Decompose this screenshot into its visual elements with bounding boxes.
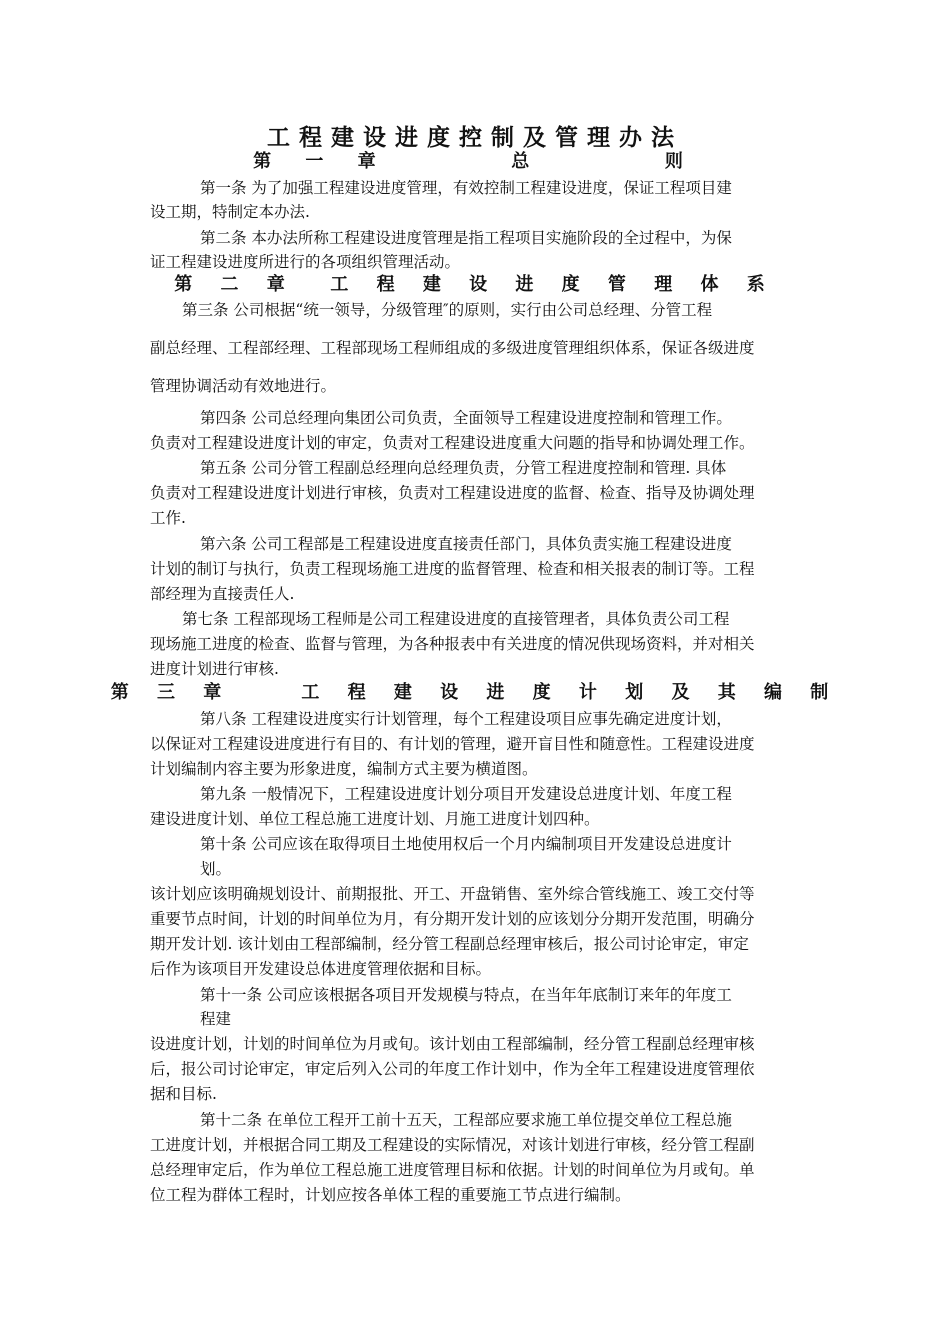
text-line: 工进度计划，并根据合同工期及工程建设的实际情况，对该计划进行审核，经分管工程副 [150,1136,755,1154]
text-line: 程建 [200,1010,232,1028]
text-line: 工作. [150,509,186,527]
text-line: 第十一条 公司应该根据各项目开发规模与特点，在当年年底制订来年的年度工 [200,986,732,1004]
text-line: 设进度计划，计划的时间单位为月或旬。该计划由工程部编制，经分管工程副总经理审核 [150,1035,755,1053]
text-line: 证工程建设进度所进行的各项组织管理活动。 [150,253,461,271]
text-line: 第十二条 在单位工程开工前十五天，工程部应要求施工单位提交单位工程总施 [200,1111,732,1129]
chapter-heading: 第 二 章 工 程 建 设 进 度 管 理 体 系 [174,274,776,295]
text-line: 第五条 公司分管工程副总经理向总经理负责，分管工程进度控制和管理. 具体 [200,459,727,477]
text-line: 第六条 公司工程部是工程建设进度直接责任部门，具体负责实施工程建设进度 [200,535,732,553]
chapter-heading: 第 一 章 总 则 [253,151,697,172]
text-line: 副总经理、工程部经理、工程部现场工程师组成的多级进度管理组织体系，保证各级进度 [150,339,755,357]
text-line: 该计划应该明确规划设计、前期报批、开工、开盘销售、室外综合管线施工、竣工交付等 [150,885,755,903]
text-line: 总经理审定后，作为单位工程总施工进度管理目标和依据。计划的时间单位为月或旬。单 [150,1161,755,1179]
text-line: 划。 [200,860,232,878]
text-line: 负责对工程建设进度计划的审定，负责对工程建设进度重大问题的指导和协调处理工作。 [150,434,755,452]
text-line: 管理协调活动有效地进行。 [150,377,337,395]
text-line: 期开发计划. 该计划由工程部编制，经分管工程副总经理审核后，报公司讨论审定，审定 [150,935,749,953]
text-line: 计划的制订与执行，负责工程现场施工进度的监督管理、检查和相关报表的制订等。工程 [150,560,755,578]
text-line: 第四条 公司总经理向集团公司负责，全面领导工程建设进度控制和管理工作。 [200,409,732,427]
text-line: 后，报公司讨论审定，审定后列入公司的年度工作计划中，作为全年工程建设进度管理依 [150,1060,755,1078]
text-line: 负责对工程建设进度计划进行审核，负责对工程建设进度的监督、检查、指导及协调处理 [150,484,755,502]
text-line: 第一条 为了加强工程建设进度管理，有效控制工程建设进度，保证工程项目建 [200,179,732,197]
text-line: 第八条 工程建设进度实行计划管理，每个工程建设项目应事先确定进度计划， [200,710,732,728]
text-line: 位工程为群体工程时，计划应按各单体工程的重要施工节点进行编制。 [150,1186,631,1204]
text-line: 计划编制内容主要为形象进度，编制方式主要为横道图。 [150,760,538,778]
text-line: 据和目标. [150,1085,217,1103]
text-line: 建设进度计划、单位工程总施工进度计划、月施工进度计划四种。 [150,810,600,828]
text-line: 进度计划进行审核. [150,660,279,678]
chapter-heading: 第 三 章 工 程 建 设 进 度 计 划 及 其 编 制 [110,682,840,703]
text-line: 后作为该项目开发建设总体进度管理依据和目标。 [150,960,492,978]
text-line: 第七条 工程部现场工程师是公司工程建设进度的直接管理者，具体负责公司工程 [182,610,730,628]
text-line: 第三条 公司根据“统一领导，分级管理″的原则，实行由公司总经理、分管工程 [182,301,713,319]
text-line: 第二条 本办法所称工程建设进度管理是指工程项目实施阶段的全过程中，为保 [200,229,732,247]
document-title: 工程建设进度控制及管理办法 [267,124,683,151]
text-line: 重要节点时间，计划的时间单位为月，有分期开发计划的应该划分分期开发范围，明确分 [150,910,755,928]
text-line: 以保证对工程建设进度进行有目的、有计划的管理，避开盲目性和随意性。工程建设进度 [150,735,755,753]
text-line: 设工期，特制定本办法. [150,203,310,221]
text-line: 第十条 公司应该在取得项目土地使用权后一个月内编制项目开发建设总进度计 [200,835,732,853]
text-line: 第九条 一般情况下，工程建设进度计划分项目开发建设总进度计划、年度工程 [200,785,732,803]
text-line: 部经理为直接责任人. [150,585,295,603]
text-line: 现场施工进度的检查、监督与管理，为各种报表中有关进度的情况供现场资料，并对相关 [150,635,755,653]
